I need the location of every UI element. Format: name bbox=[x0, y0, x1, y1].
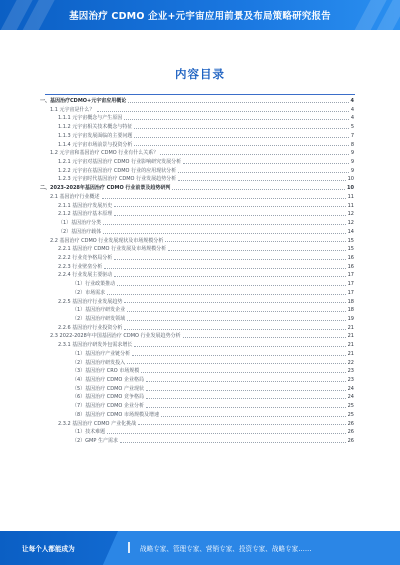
report-footer-band bbox=[0, 531, 400, 565]
toc-entry[interactable] bbox=[40, 141, 354, 150]
toc-entry-page: 14 bbox=[347, 228, 354, 235]
toc-entry-page: 26 bbox=[347, 420, 354, 427]
toc-entry[interactable] bbox=[40, 193, 354, 202]
toc-entry[interactable] bbox=[40, 219, 354, 228]
toc-entry-page: 24 bbox=[347, 385, 354, 392]
toc-divider bbox=[45, 94, 355, 95]
toc-entry-page: 11 bbox=[347, 193, 354, 200]
toc-leader-dots bbox=[134, 346, 345, 347]
toc-leader-dots bbox=[172, 189, 345, 190]
toc-entry-page: 21 bbox=[347, 350, 354, 357]
toc-leader-dots bbox=[107, 294, 345, 295]
toc-entry[interactable] bbox=[40, 332, 354, 341]
toc-leader-dots bbox=[120, 442, 346, 443]
toc-entry-page: 9 bbox=[350, 159, 354, 166]
toc-entry-page: 9 bbox=[350, 167, 354, 174]
toc-entry-title: （2）基因治疗载体 bbox=[58, 228, 102, 235]
toc-leader-dots bbox=[103, 233, 345, 234]
toc-entry[interactable] bbox=[40, 175, 354, 184]
toc-entry[interactable] bbox=[40, 341, 354, 350]
footer-slogan-left: 让每个人都能成为 bbox=[22, 545, 75, 553]
toc-entry[interactable] bbox=[40, 106, 354, 115]
toc-entry-title: 1.2.1 元宇宙对基因治疗 CDMO 行业影响研究发展分析 bbox=[58, 159, 182, 166]
toc-entry-page: 24 bbox=[347, 394, 354, 401]
toc-entry-page: 22 bbox=[347, 359, 354, 366]
toc-entry-title: （6）基因治疗 CDMO 竞争格局 bbox=[72, 394, 144, 401]
toc-entry-page: 16 bbox=[347, 263, 354, 270]
toc-entry-title: 2.2 基因治疗 CDMO 行业发展现状及市场规模分析 bbox=[50, 237, 164, 244]
toc-entry-page: 4 bbox=[350, 106, 354, 113]
toc-leader-dots bbox=[114, 206, 345, 207]
toc-entry-title: 2.1.1 基因治疗发展历史 bbox=[58, 202, 113, 209]
toc-entry[interactable] bbox=[40, 158, 354, 167]
toc-entry[interactable] bbox=[40, 359, 354, 368]
toc-leader-dots bbox=[124, 119, 348, 120]
toc-leader-dots bbox=[165, 241, 345, 242]
toc-leader-dots bbox=[132, 355, 345, 356]
toc-entry-page: 11 bbox=[347, 202, 354, 209]
toc-entry-title: 1.2.2 元宇宙在基因治疗 CDMO 行业的应用现状分析 bbox=[58, 167, 177, 174]
toc-leader-dots bbox=[114, 276, 345, 277]
toc-entry[interactable] bbox=[40, 315, 354, 324]
toc-entry-title: （2）市场需求 bbox=[72, 289, 106, 296]
toc-entry-page: 15 bbox=[347, 246, 354, 253]
toc-entry-page: 17 bbox=[347, 272, 354, 279]
toc-entry[interactable] bbox=[40, 202, 354, 211]
toc-leader-dots bbox=[134, 137, 348, 138]
toc-entry-title: （2）基因治疗研发投入 bbox=[72, 359, 126, 366]
toc-entry-title: （3）基因治疗 CRO 市场规模 bbox=[72, 368, 140, 375]
toc-entry-page: 23 bbox=[347, 377, 354, 383]
toc-entry-title: （2）基因治疗研发领域 bbox=[72, 315, 126, 322]
toc-entry-title: 1.1.3 元宇宙发展面临的主要问题 bbox=[58, 132, 133, 139]
toc-leader-dots bbox=[104, 268, 345, 269]
toc-entry-title: （4）基因治疗 CDMO 企业格局 bbox=[72, 377, 144, 383]
toc-entry[interactable] bbox=[40, 402, 354, 411]
toc-entry[interactable] bbox=[40, 393, 354, 402]
toc-entry-title: 2.2.3 行业壁垒分析 bbox=[58, 263, 103, 270]
toc-entry-title: 1.2 元宇宙和基因治疗 CDMO 行业有什么关系？ bbox=[50, 150, 159, 157]
toc-entry-title: 2.2.6 基因治疗行业投资分析 bbox=[58, 324, 123, 331]
toc-leader-dots bbox=[134, 128, 348, 129]
toc-entry-page: 18 bbox=[347, 307, 354, 314]
toc-leader-dots bbox=[138, 424, 346, 425]
toc-entry-title: 一、基因治疗CDMO+元宇宙应用概论 bbox=[40, 98, 127, 104]
toc-entry-title: （1）技术难题 bbox=[72, 429, 106, 436]
toc-entry[interactable] bbox=[40, 254, 354, 263]
toc-entry[interactable] bbox=[40, 97, 354, 106]
toc-entry-page: 21 bbox=[347, 342, 354, 349]
toc-entry-page: 12 bbox=[347, 211, 354, 218]
toc-entry[interactable] bbox=[40, 210, 354, 219]
toc-entry-title: 1.1 元宇宙是什么？ bbox=[50, 106, 95, 113]
toc-leader-dots bbox=[168, 250, 346, 251]
toc-entry-page: 10 bbox=[347, 185, 354, 192]
toc-leader-dots bbox=[127, 363, 345, 364]
toc-entry[interactable] bbox=[40, 271, 354, 280]
toc-leader-dots bbox=[128, 102, 348, 103]
toc-entry[interactable] bbox=[40, 289, 354, 298]
toc-leader-dots bbox=[183, 163, 349, 164]
toc-entry[interactable] bbox=[40, 245, 354, 254]
toc-entry-title: 2.2.2 行业竞争格局分析 bbox=[58, 254, 113, 261]
toc-entry-page: 7 bbox=[350, 132, 354, 139]
toc-entry-title: 2.2.1 基因治疗 CDMO 行业发展及市场规模分析 bbox=[58, 246, 167, 253]
toc-entry-title: 1.1.1 元宇宙概念与产生原因 bbox=[58, 115, 123, 122]
toc-leader-dots bbox=[103, 224, 345, 225]
toc-entry[interactable] bbox=[40, 376, 354, 385]
toc-entry-title: （1）基因治疗产业链分析 bbox=[72, 350, 131, 357]
toc-leader-dots bbox=[134, 145, 348, 146]
toc-entry-page: 12 bbox=[347, 220, 354, 227]
toc-entry[interactable] bbox=[40, 132, 354, 141]
toc-entry-title: （1）基因治疗研发企业 bbox=[72, 307, 126, 314]
report-header-band bbox=[0, 0, 400, 30]
toc-leader-dots bbox=[146, 381, 346, 382]
footer-slogan-right: 战略专家、管理专家、营销专家、投资专家、战略专家…… bbox=[140, 545, 312, 553]
toc-entry[interactable] bbox=[40, 420, 354, 429]
toc-entry[interactable] bbox=[40, 428, 354, 437]
toc-entry[interactable] bbox=[40, 228, 354, 237]
toc-entry[interactable] bbox=[40, 149, 354, 158]
toc-leader-dots bbox=[127, 311, 345, 312]
toc-entry[interactable] bbox=[40, 237, 354, 246]
toc-leader-dots bbox=[114, 215, 345, 216]
toc-entry-title: 2.1 基因治疗行业概述 bbox=[50, 193, 100, 200]
toc-entry-page: 17 bbox=[347, 281, 354, 288]
toc-entry-title: 1.1.4 元宇宙市场前景与投资分析 bbox=[58, 141, 133, 148]
toc-entry-page: 26 bbox=[347, 429, 354, 436]
toc-entry-page: 18 bbox=[347, 298, 354, 305]
toc-entry[interactable] bbox=[40, 280, 354, 289]
toc-entry-title: 2.2.4 行业发展主要驱动 bbox=[58, 272, 113, 279]
toc-entry-title: （7）基因治疗 CDMO 企业分析 bbox=[72, 403, 144, 410]
toc-entry-title: 1.1.2 元宇宙相关技术概念与特征 bbox=[58, 124, 133, 131]
toc-entry-page: 25 bbox=[347, 411, 354, 418]
toc-entry-title: （1）行业政策推动 bbox=[72, 281, 116, 288]
toc-entry-page: 8 bbox=[350, 141, 354, 148]
toc-leader-dots bbox=[161, 416, 346, 417]
toc-entry-page: 15 bbox=[347, 237, 354, 244]
toc-entry[interactable] bbox=[40, 385, 354, 394]
toc-entry[interactable] bbox=[40, 306, 354, 315]
toc-leader-dots bbox=[178, 180, 346, 181]
toc-entry-page: 26 bbox=[347, 438, 354, 445]
toc-entry-title: （5）基因治疗 CDMO 产业现状 bbox=[72, 385, 144, 392]
toc-entry[interactable] bbox=[40, 263, 354, 272]
toc-leader-dots bbox=[146, 407, 346, 408]
toc-entry-page: 21 bbox=[347, 324, 354, 331]
toc-entry-title: 2.1.2 基因治疗基本原理 bbox=[58, 211, 113, 218]
toc-entry[interactable] bbox=[40, 367, 354, 376]
toc-entry-title: 2.3 2022-2028年中国基因治疗 CDMO 行业发展趋势分析 bbox=[50, 333, 181, 340]
toc-entry[interactable] bbox=[40, 114, 354, 123]
toc-entry[interactable] bbox=[40, 411, 354, 420]
report-title: 基因治疗 CDMO 企业+元宇宙应用前景及布局策略研究报告 bbox=[69, 11, 331, 22]
toc-entry[interactable] bbox=[40, 184, 354, 193]
toc-leader-dots bbox=[97, 111, 349, 112]
toc-entry-page: 4 bbox=[350, 115, 354, 122]
toc-entry[interactable] bbox=[40, 437, 354, 446]
toc-heading: 内容目录 bbox=[175, 67, 225, 81]
toc-entry-page: 25 bbox=[347, 403, 354, 410]
toc-leader-dots bbox=[183, 337, 346, 338]
toc-entry-title: 2.2.5 基因治疗行业发展趋势 bbox=[58, 298, 123, 305]
toc-leader-dots bbox=[146, 398, 346, 399]
toc-leader-dots bbox=[160, 154, 349, 155]
toc-entry-title: 2.3.2 基因治疗 CDMO 产业化挑战 bbox=[58, 420, 137, 427]
toc-leader-dots bbox=[102, 198, 346, 199]
toc-entry[interactable] bbox=[40, 350, 354, 359]
toc-entry-page: 10 bbox=[347, 176, 354, 183]
toc-entry[interactable] bbox=[40, 298, 354, 307]
toc-entry-page: 17 bbox=[347, 289, 354, 296]
footer-divider bbox=[128, 542, 130, 553]
toc-leader-dots bbox=[107, 433, 345, 434]
toc-leader-dots bbox=[127, 320, 345, 321]
table-of-contents bbox=[40, 97, 354, 446]
toc-entry-page: 19 bbox=[347, 315, 354, 322]
toc-entry-title: 1.2.3 元宇宙时代基因治疗 CDMO 行业发展趋势分析 bbox=[58, 176, 177, 183]
toc-entry-page: 5 bbox=[350, 124, 354, 131]
toc-entry-page: 9 bbox=[350, 150, 354, 157]
toc-leader-dots bbox=[178, 172, 349, 173]
toc-entry[interactable] bbox=[40, 167, 354, 176]
toc-entry-title: （1）基因治疗分类 bbox=[58, 220, 102, 227]
toc-leader-dots bbox=[114, 259, 345, 260]
toc-entry-title: （8）基因治疗 CDMO 市场规模及增速 bbox=[72, 411, 159, 418]
toc-entry-title: 二、2023-2028年基因治疗 CDMO 行业前景及趋势研判 bbox=[40, 185, 171, 192]
toc-entry-page: 23 bbox=[347, 368, 354, 375]
toc-leader-dots bbox=[141, 372, 345, 373]
toc-leader-dots bbox=[124, 329, 345, 330]
toc-entry-page: 4 bbox=[350, 98, 354, 104]
toc-entry-title: （2）GMP 生产需求 bbox=[72, 438, 118, 445]
toc-entry-page: 16 bbox=[347, 254, 354, 261]
toc-entry[interactable] bbox=[40, 123, 354, 132]
toc-leader-dots bbox=[124, 302, 345, 303]
toc-entry[interactable] bbox=[40, 324, 354, 333]
toc-entry-title: 2.3.1 基因治疗研发外包需求增长 bbox=[58, 342, 133, 349]
toc-leader-dots bbox=[146, 390, 346, 391]
toc-leader-dots bbox=[117, 285, 345, 286]
toc-entry-page: 21 bbox=[347, 333, 354, 340]
